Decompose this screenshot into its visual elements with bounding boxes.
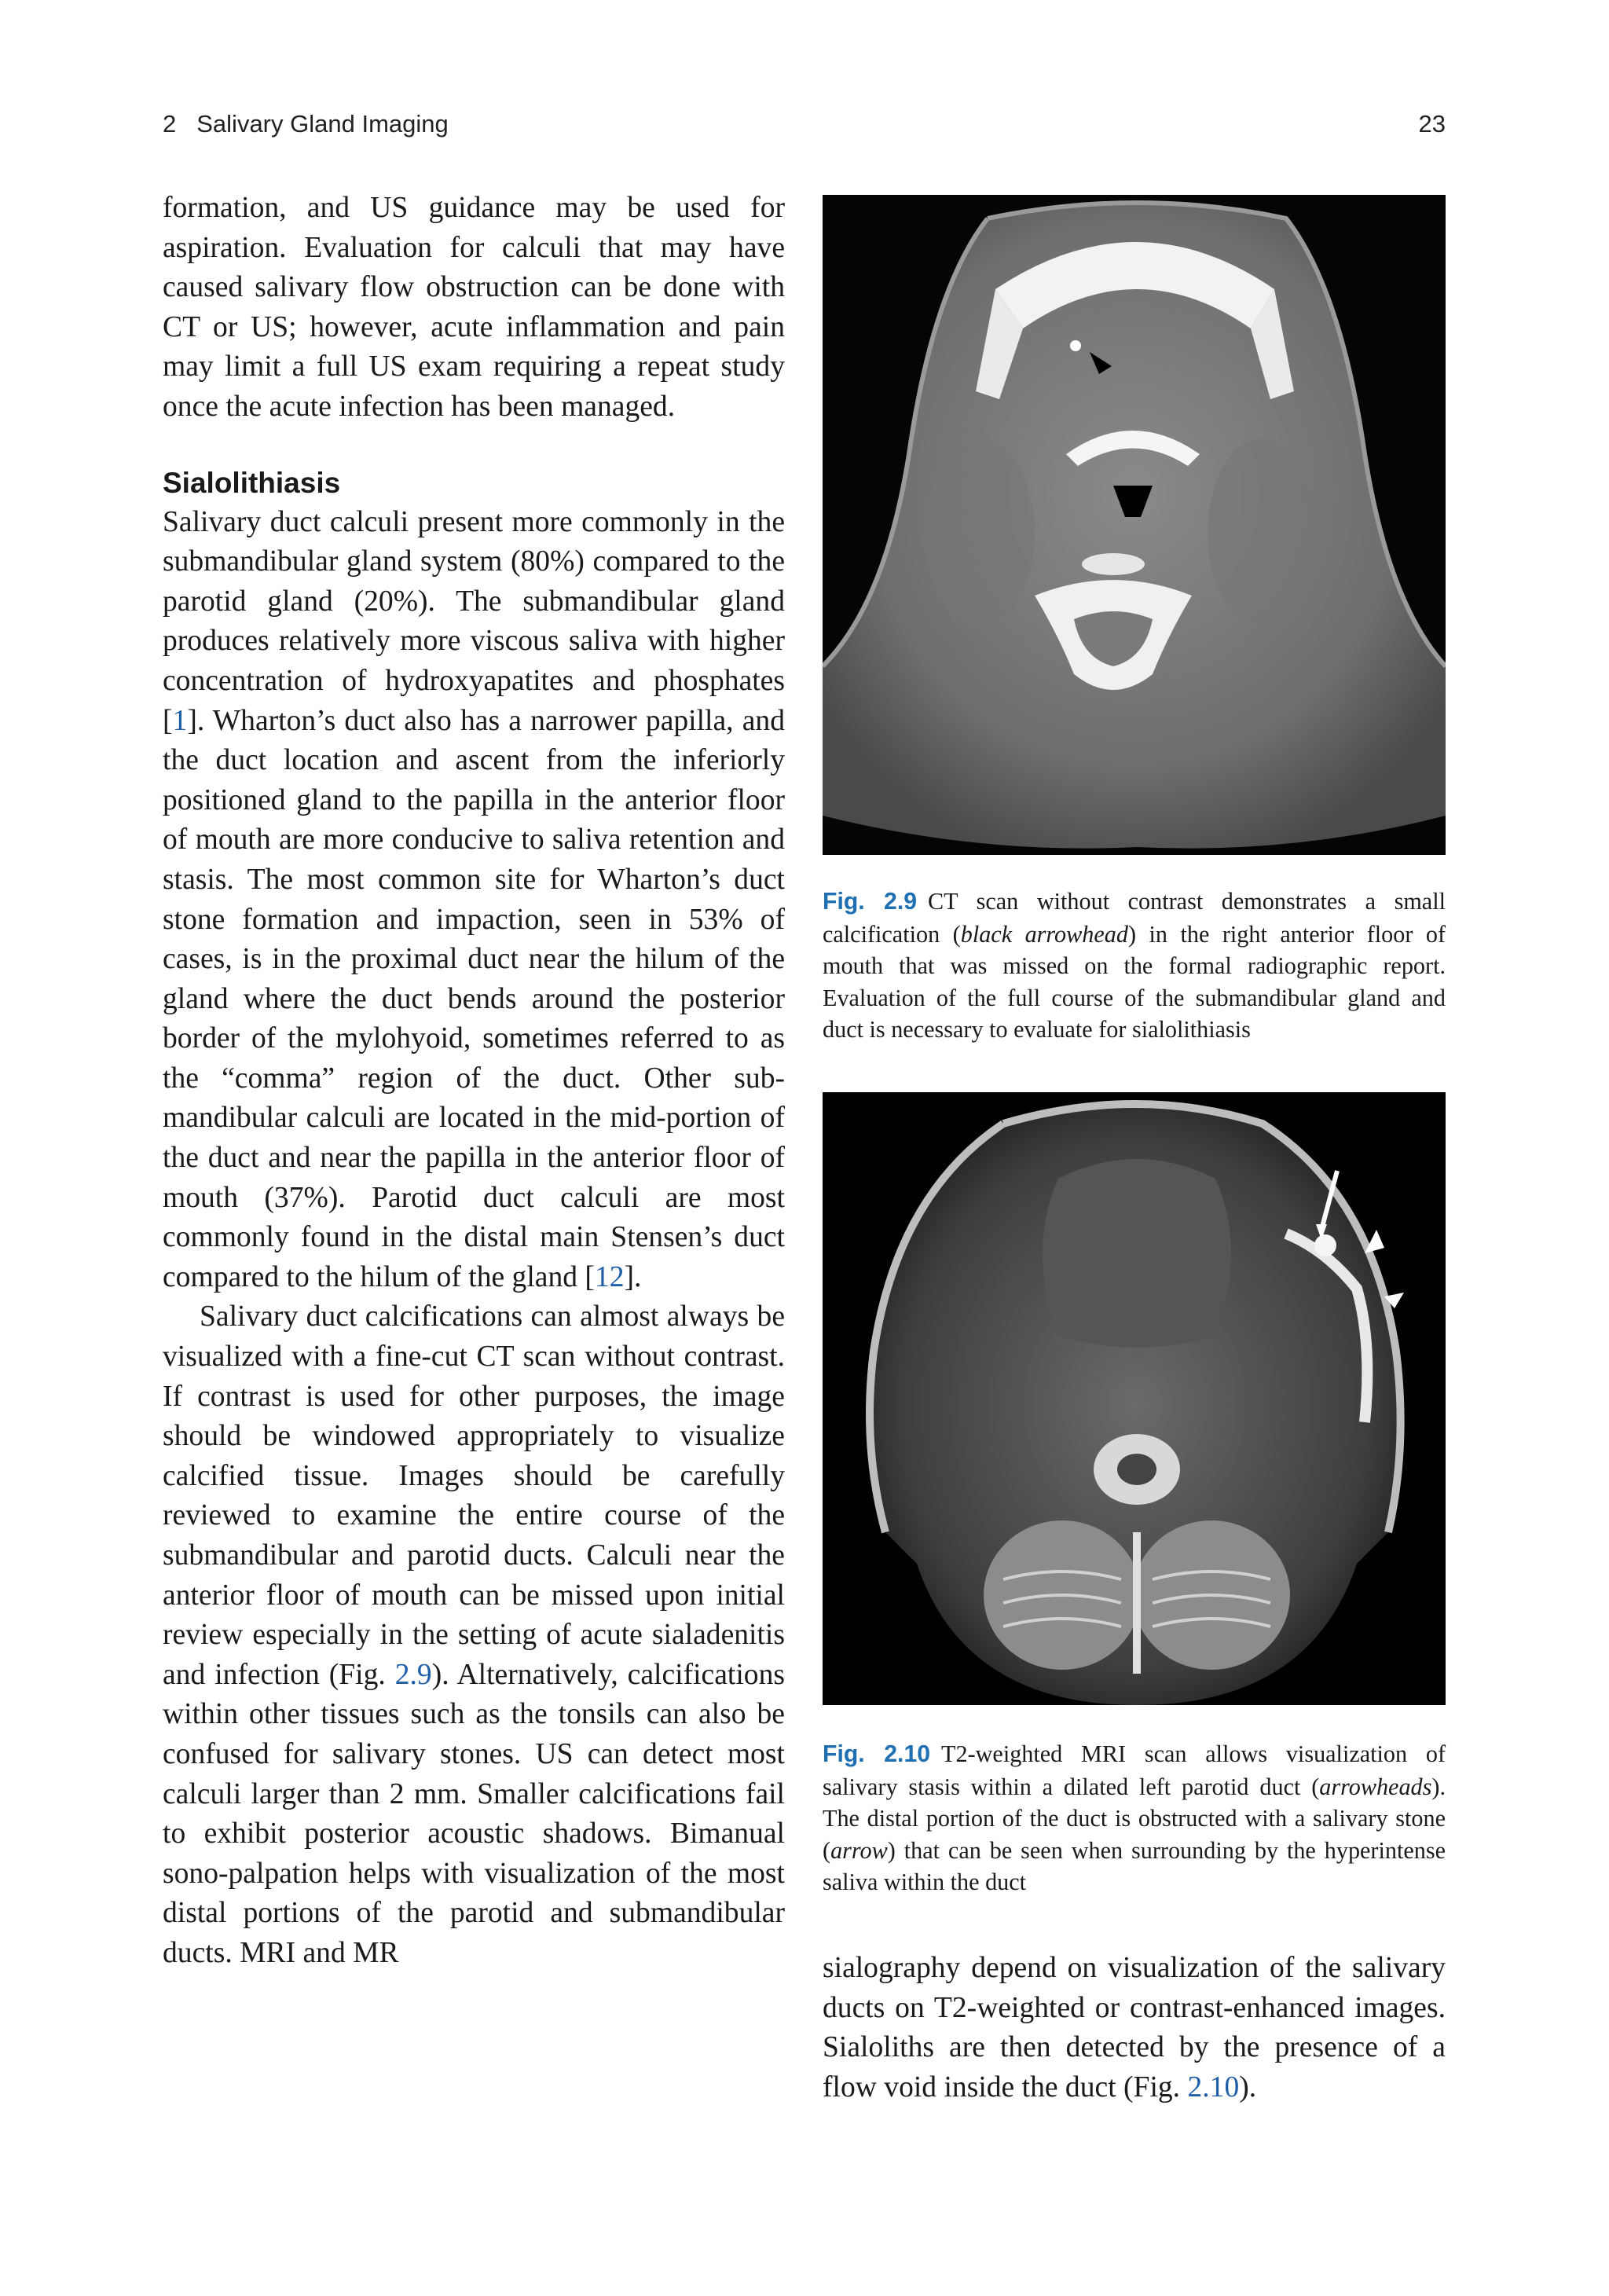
- caption-text: ). The distal portion of the duct is obstructed with a salivary stone (: [823, 1773, 1446, 1864]
- running-head: [163, 110, 1446, 149]
- paragraph-continued: formation, and US guidance may be used for aspiration. Evaluation for calculi that may have caused salivary flow obstruction can be done with CT or US; however, acute inflammation and pain may limit a full US exam requiring a repeat study once the acute infection has been managed.: [163, 192, 785, 423]
- paragraph-text: ).: [1239, 2070, 1257, 2103]
- caption-text: ) in the right anterior floor of mouth that was missed on the formal radiographic report. Evaluation of the full course of the submandibular gland and duct is necessary to evaluate for sialolithiasis: [823, 920, 1446, 1043]
- figure-link-2-10[interactable]: 2.10: [1187, 2070, 1240, 2103]
- citation-link-1[interactable]: 1: [172, 704, 188, 737]
- caption-text: ) that can be seen when surrounding by the hyperintense saliva within the duct: [823, 1836, 1446, 1895]
- left-column: [163, 189, 785, 1974]
- paragraph-sialolithiasis-intro: [163, 503, 785, 1298]
- chapter-title: Salivary Gland Imaging: [196, 110, 449, 138]
- paragraph-text: Salivary duct calculi present more commonly in the submandibular gland system (80%) compared to the parotid gland (20%). The submandibular gland produces relatively more viscous saliva with higher concentration of hydroxyapatites and phosphates [: [163, 505, 785, 737]
- figure-2-9-ct-image: [823, 195, 1446, 855]
- paragraph-text: ]. Wharton’s duct also has a narrower papilla, and the duct location and ascent from the inferiorly positioned gland to the papilla in the anterior floor of mouth are more conducive to saliva retention and stasis. The most common site for Wharton’s duct stone formation and impaction, seen in 53% of cases, is in the proximal duct near the hilum of the gland where the duct bends around the posterior border of the mylohyoid, sometimes referred to as the “comma” region of the duct. Other submandibular calculi are located in the mid-portion of the duct and near the papilla in the anterior floor of mouth (37%). Parotid duct calculi are most commonly found in the distal main Stensen’s duct compared to the hilum of the gland [: [163, 704, 785, 1293]
- figure-link-2-9[interactable]: 2.9: [394, 1658, 432, 1691]
- figure-2-10-mri-image: [823, 1092, 1446, 1705]
- caption-emphasis: arrow: [830, 1836, 888, 1864]
- caption-text: T2-weighted MRI scan allows visualization of salivary stasis within a dilated left parotid duct (: [823, 1740, 1446, 1800]
- paragraph-mr-sialography: [823, 1949, 1446, 2107]
- paragraph-text: Salivary duct calcifications can almost always be visualized with a fine-cut CT scan without contrast. If contrast is used for other purposes, the image should be windowed appropriately to visualize calcified tissue. Images should be carefully reviewed to examine the entire course of the submandibular and parotid ducts. Calculi near the anterior floor of mouth can be missed upon initial review especially in the setting of acute sialadenitis and infection (Fig.: [163, 1300, 785, 1691]
- caption-text: CT scan without contrast demonstrates a small calcification (: [823, 888, 1446, 948]
- paragraph-text: ].: [624, 1260, 642, 1293]
- caption-emphasis: black arrowhead: [960, 920, 1128, 948]
- section-heading-sialolithiasis: Sialolithiasis: [163, 466, 341, 499]
- ct-scan-illustration: [823, 195, 1446, 855]
- chapter-number: 2: [163, 110, 177, 138]
- page-number: 23: [1418, 110, 1446, 138]
- figure-label: Fig. 2.9: [823, 889, 918, 915]
- citation-link-12[interactable]: 12: [594, 1260, 625, 1293]
- caption-emphasis: arrowheads: [1319, 1773, 1432, 1800]
- paragraph-ct-detection: [163, 1297, 785, 1973]
- paragraph-text: ). Alternatively, calcifications within other tissues such as the tonsils can also be confused for salivary stones. US can detect most calculi larger than 2 mm. Smaller calcifications fail to exhibit posterior acoustic shadows. Bimanual sono-palpation helps with visualization of the most distal portions of the parotid and submandibular ducts. MRI and MR: [163, 1658, 785, 1969]
- figure-2-9-caption: [823, 886, 1446, 1046]
- mri-scan-illustration: [823, 1092, 1446, 1705]
- figure-label: Fig. 2.10: [823, 1741, 931, 1767]
- chapter-heading: [163, 110, 449, 138]
- right-column-text: [823, 1949, 1446, 2107]
- figure-2-10-caption: [823, 1738, 1446, 1898]
- paragraph-text: sialography depend on visualization of the salivary ducts on T2-weighted or contrast-enhanced images. Sialoliths are then detected by the presence of a flow void inside the duct (Fig.: [823, 1952, 1446, 2103]
